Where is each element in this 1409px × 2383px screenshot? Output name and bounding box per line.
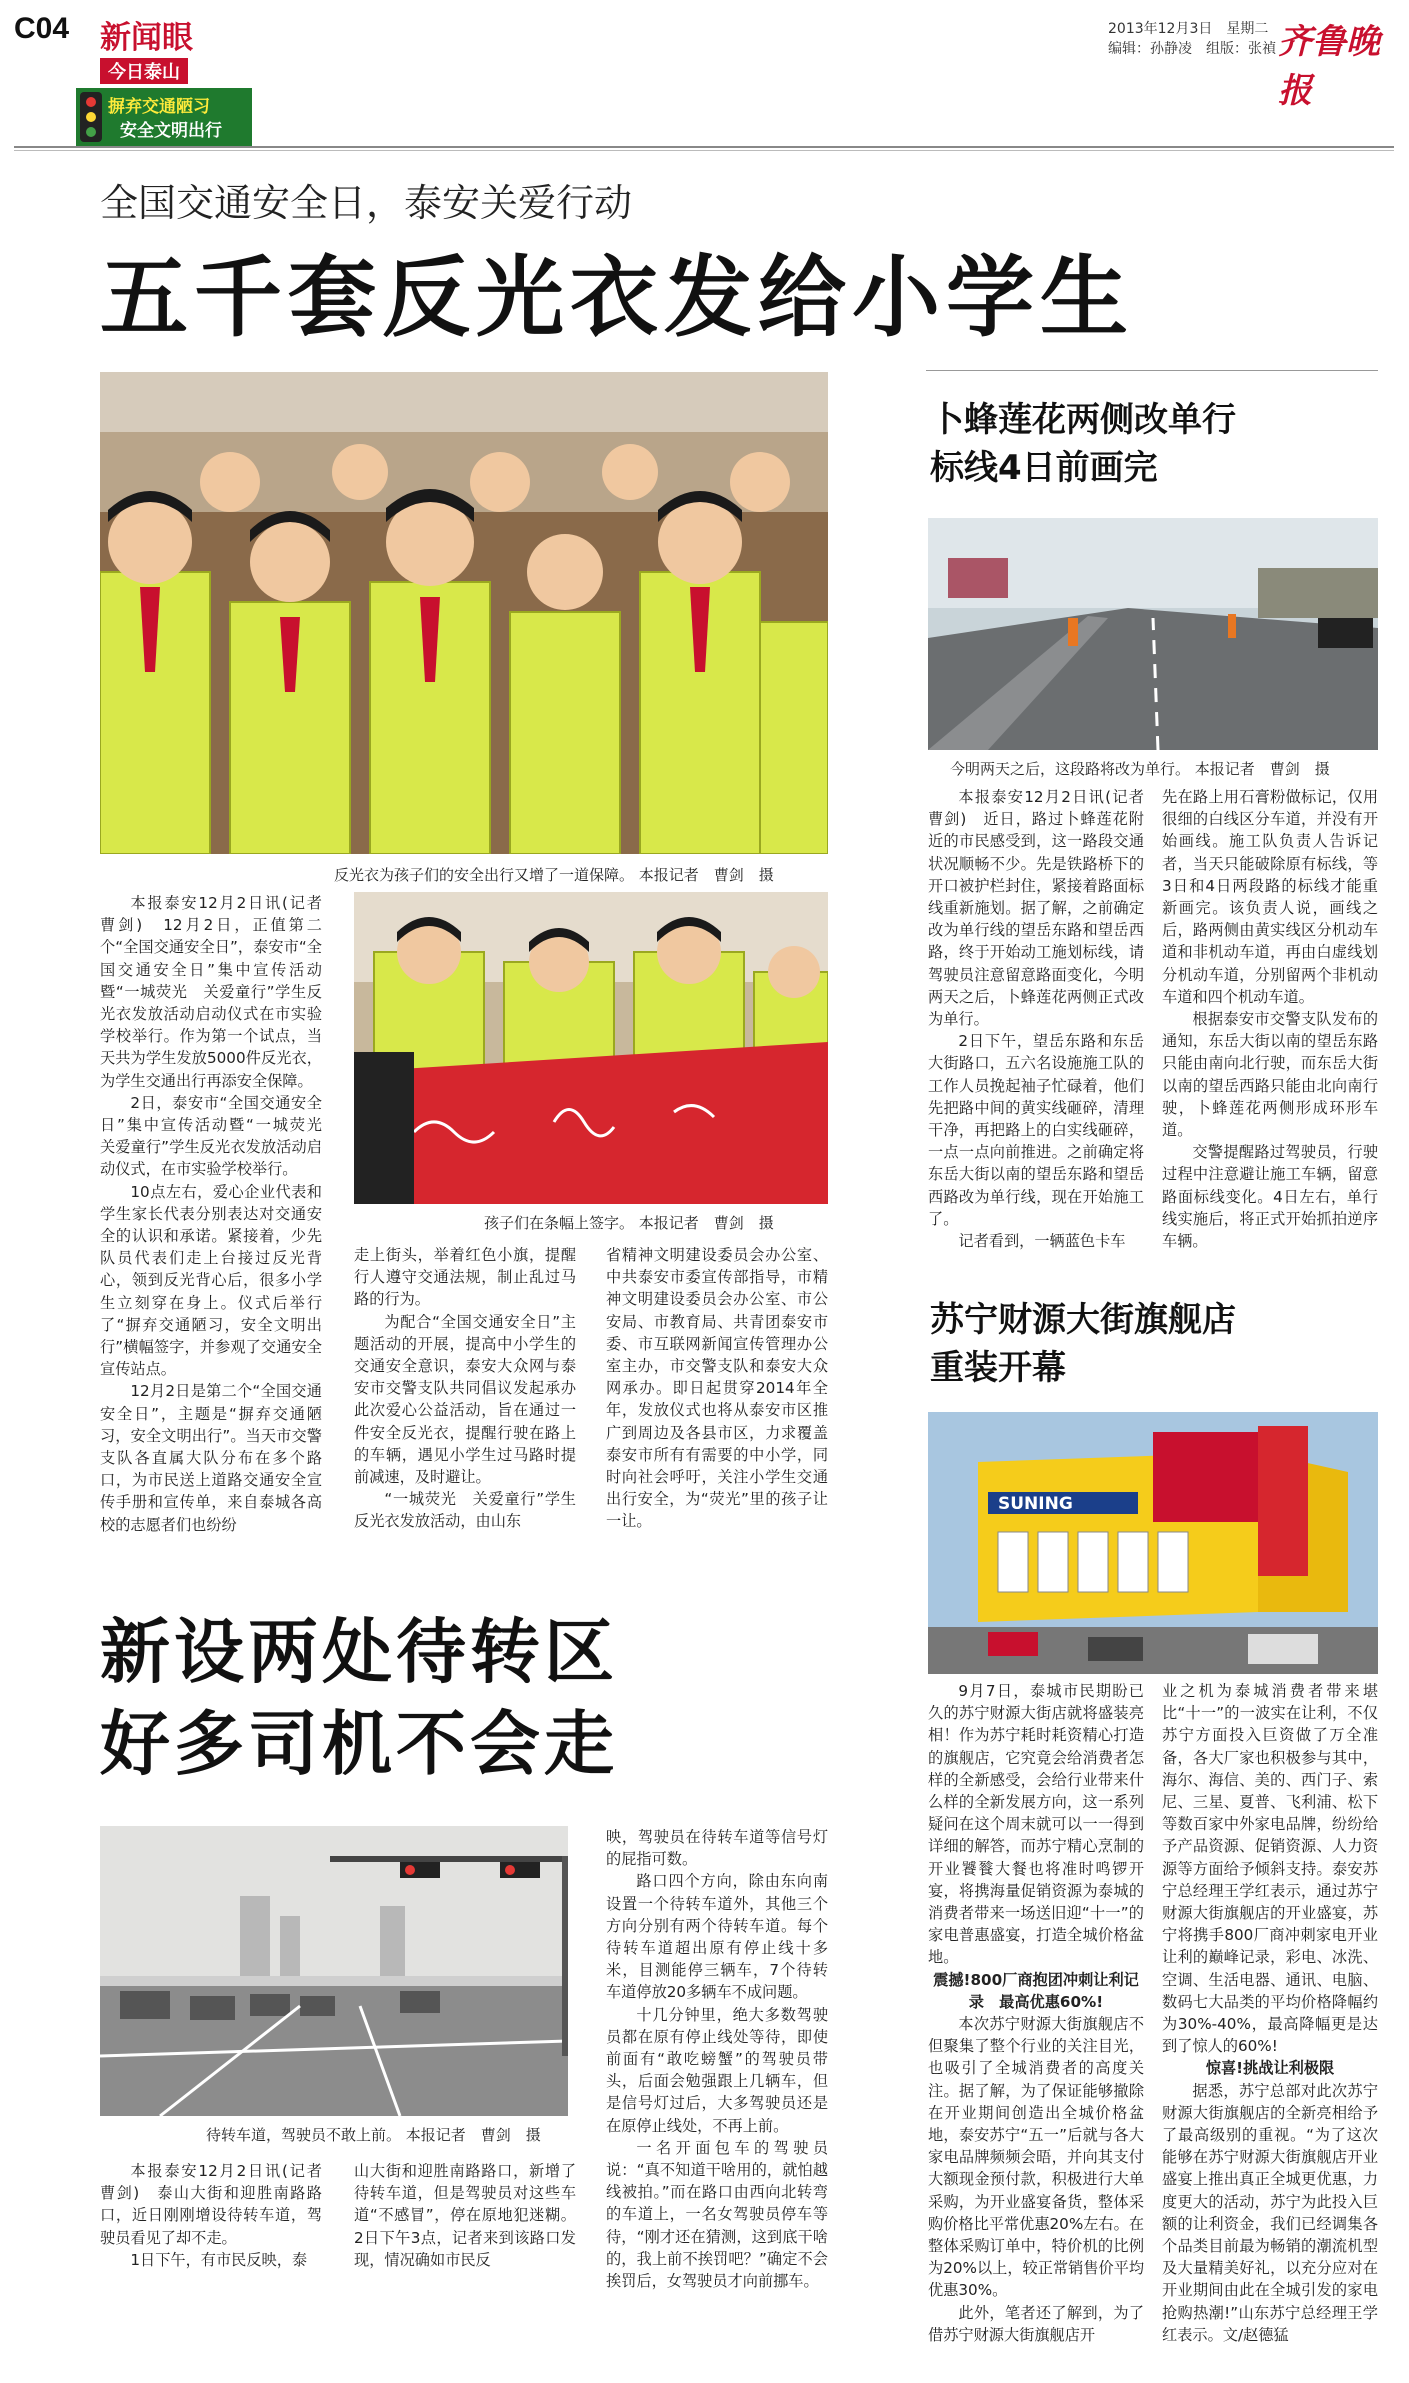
section-title: 新闻眼 — [100, 20, 193, 56]
bottom-col3-para: 十几分钟里，绝大多数驾驶员都在原有停止线处等待，即使前面有“敢吃螃蟹”的驾驶员带头，后面会勉强跟上几辆车，但是信号灯过后，大多驾驶员还是在原停止线处，不再上前。 — [606, 2005, 828, 2135]
students-signing-photo — [354, 892, 828, 1204]
side1-col1-para: 2日下午，望岳东路和东岳大街路口，五六名设施施工队的工作人员挽起袖子忙碌着，他们先把路中间的黄实线砸碎，清理干净，再把路上的白实线砸碎，一点一点向前推进。之前确定将东岳大街以南的望岳东路和望岳西路改为单行线，现在开始施工了。 — [928, 1032, 1144, 1228]
header-rule — [14, 146, 1394, 148]
svg-text:SUNING: SUNING — [998, 1494, 1073, 1514]
side2-subhead-1: 震撼!800厂商抱团冲刺让利记录 最高优惠60%! — [933, 1970, 1139, 2011]
side1-col2-para: 交警提醒路过驾驶员，行驶过程中注意避让施工车辆，留意路面标线变化。4日左右，单行线实施后，将正式开始抓拍逆序车辆。 — [1162, 1143, 1378, 1251]
main-column-3 — [606, 1244, 828, 1533]
bottom-headline-line1: 新设两处待转区 — [100, 1611, 618, 1693]
side1-caption: 今明两天之后，这段路将改为单行。 本报记者 曹剑 摄 — [950, 760, 1330, 778]
subsection-label: 今日泰山 — [100, 58, 188, 84]
side2-col2-para: 据悉，苏宁总部对此次苏宁财源大街旗舰店的全新亮相给予了最高级别的重视。“为了这次能够在苏宁财源大街旗舰店开业盛宴上推出真正全城更优惠，力度更大的活动，苏宁为此投入巨额的让利资金，我们已经调集各个品类目前最为畅销的潮流机型及大量精美好礼，以充分应对在开业期间由此在全城引发的家电抢购热潮!”山东苏宁总经理王学红表示。文/赵德猛 — [1162, 2081, 1378, 2344]
road-marking-photo — [928, 518, 1378, 750]
main-col1-para: 本报泰安12月2日讯(记者 曹剑) 12月2日，正值第二个“全国交通安全日”，泰安市“全国交通安全日”集中宣传活动暨“一城荧光 关爱童行”学生反光衣发放活动启动仪式在市实验学校举行。作为第一个试点，当天共为学生发放5000件反光衣，为学生交通出行再添安全保障。 — [100, 894, 338, 1090]
main-col2-para: 走上街头，举着红色小旗，提醒行人遵守交通法规，制止乱过马路的行为。 — [354, 1246, 576, 1309]
photo1-caption: 反光衣为孩子们的安全出行又增了一道保障。 本报记者 曹剑 摄 — [334, 866, 774, 884]
bottom-col2-para: 山大街和迎胜南路路口，新增了待转车道，但是驾驶员对这些车道“不感冒”，停在原地犯迷糊。2日下午3点，记者来到该路口发现，情况确如市民反 — [354, 2162, 576, 2269]
campaign-logo — [76, 88, 252, 146]
bottom-column-1 — [100, 2160, 338, 2271]
side2-title-line2: 重装开幕 — [930, 1348, 1066, 1388]
side2-title-line1: 苏宁财源大街旗舰店 — [930, 1300, 1236, 1340]
bottom-col3-para: 路口四个方向，除由东向南设置一个待转车道外，其他三个方向分别有两个待转车道。每个待转车道超出原有停止线十多米，目测能停三辆车，7个待转车道停放20多辆车不成问题。 — [606, 1872, 828, 2002]
bottom-headline-line2: 好多司机不会走 — [100, 1703, 618, 1785]
main-kicker: 全国交通安全日，泰安关爱行动 — [100, 181, 633, 225]
main-col1-para: 2日，泰安市“全国交通安全日”集中宣传活动暨“一城荧光 关爱童行”学生反光衣发放活动启动仪式，在市实验学校举行。 — [100, 1093, 338, 1179]
header-rule-thin — [14, 150, 1394, 151]
bottom-col3-para: 一名开面包车的驾驶员说：“真不知道干啥用的，就怕越线被拍。”而在路口由西向北转弯的车道上，一名女驾驶员停车等待，“刚才还在猜测，这到底干啥的，我上前不挨罚吧？”确定不会挨罚后，女驾驶员才向前挪车。 — [606, 2138, 828, 2291]
side1-col2-para: 根据泰安市交警支队发布的通知，东岳大街以南的望岳东路只能由南向北行驶，而东岳大街以南的望岳西路只能由北向南行驶，卜蜂莲花两侧形成环形车道。 — [1162, 1010, 1378, 1140]
masthead-logo: 齐鲁晚报 — [1278, 22, 1380, 111]
students-vests-photo — [100, 372, 828, 854]
page-number: C04 — [14, 12, 70, 45]
photo2-caption: 孩子们在条幅上签字。 本报记者 曹剑 摄 — [484, 1214, 774, 1232]
main-col3-para: 省精神文明建设委员会办公室、中共泰安市委宣传部指导，市精神文明建设委员会办公室、市公安局、市教育局、共青团泰安市委、市互联网新闻宣传管理办公室主办，市交警支队和泰安大众网承办。即日起贯穿2014年全年，发放仪式也将从泰安市区推广到周边及各县市区，力求覆盖泰安市所有有需要的中小学，同时向社会呼吁，关注小学生交通出行安全，为“荧光”里的孩子让一让。 — [606, 1246, 828, 1531]
side2-column-1 — [928, 1680, 1144, 2346]
editor-credit: 编辑：孙静凌 组版：张禎 — [1108, 41, 1276, 57]
issue-date: 2013年12月3日 星期二 — [1108, 21, 1269, 37]
side1-col1-para: 记者看到，一辆蓝色卡车 — [958, 1232, 1126, 1251]
bottom-col1-para: 本报泰安12月2日讯(记者 曹剑) 泰山大街和迎胜南路路口，近日刚刚增设待转车道，驾驶员看见了却不走。 — [100, 2162, 338, 2247]
side2-column-2 — [1162, 1680, 1378, 2346]
bottom-caption: 待转车道，驾驶员不敢上前。 本报记者 曹剑 摄 — [206, 2126, 541, 2144]
side2-subhead-2: 惊喜!挑战让利极限 — [1205, 2059, 1335, 2078]
bottom-column-2 — [354, 2160, 576, 2271]
logo-line2: 安全文明出行 — [120, 121, 222, 141]
side2-col2-para: 业之机为泰城消费者带来堪比“十一”的一波实在让利，不仅苏宁方面投入巨资做了万全准备，各大厂家也积极参与其中，海尔、海信、美的、西门子、索尼、三星、夏普、飞利浦、松下等数百家中外家电品牌，纷纷给予产品资源、促销资源、人力资源等方面给予倾斜支持。泰安苏宁总经理王学红表示，通过苏宁财源大街旗舰店的开业盛宴，苏宁将携手800厂商冲刺家电开业让利的巅峰记录，彩电、冰洗、空调、生活电器、通讯、电脑、数码七大品类的平均价格降幅约为30%-40%，最高降幅更是达到了惊人的60%! — [1162, 1682, 1378, 2056]
main-column-2 — [354, 1244, 576, 1533]
logo-line1: 摒弃交通陋习 — [108, 97, 210, 117]
side1-column-2 — [1162, 786, 1378, 1252]
side-rule — [926, 370, 1378, 371]
side1-title-line1: 卜蜂莲花两侧改单行 — [930, 400, 1236, 440]
main-col2-para: “一城荧光 关爱童行”学生反光衣发放活动，由山东 — [354, 1490, 576, 1531]
bottom-column-3 — [606, 1826, 828, 2292]
main-col1-para: 12月2日是第二个“全国交通安全日”，主题是“摒弃交通陋习，安全文明出行”。当天市交警支队各直属大队分布在多个路口，为市民送上道路交通安全宣传手册和宣传单，来自泰城各高校的志愿者们也纷纷 — [100, 1382, 322, 1534]
side2-col1-para: 9月7日，泰城市民期盼已久的苏宁财源大街店就将盛装亮相！作为苏宁耗时耗资精心打造的旗舰店，它究竟会给消费者怎样的全新感受，会给行业带来什么样的全新发展方向，这一系列疑问在这个周末就可以一一得到详细的解答，而苏宁精心烹制的开业饕餮大餐也将准时鸣锣开宴，将携海量促销资源为泰城的消费者带来一场送旧迎“十一”的家电普惠盛宴，打造全城价格盆地。 — [928, 1682, 1144, 1967]
bottom-col1-para: 1日下午，有市民反映，泰 — [130, 2250, 308, 2269]
side2-col1-para: 本次苏宁财源大街旗舰店不但聚集了整个行业的关注目光，也吸引了全城消费者的高度关注。据了解，为了保证能够撤除在开业期间创造出全城价格盆地，泰安苏宁“五一”后就与各大家电品牌频频会晤，并向其支付大额现金预付款，积极进行大单采购，为开业盛宴备货，整体采购价格比平常优惠20%左右。在整体采购订单中，特价机的比例为20%以上，较正常销售价平均优惠30%。 — [928, 2015, 1145, 2300]
suning-store-photo — [928, 1412, 1378, 1674]
side1-title-line2: 标线4日前画完 — [930, 448, 1158, 488]
side1-col2-para: 先在路上用石膏粉做标记，仅用很细的白线区分车道，并没有开始画线。施工队负责人告诉记者，当天只能破除原有标线，等3日和4日两段路的标线才能重新画完。该负责人说，画线之后，路两侧由黄实线区分机动车道和非机动车道，再由白虚线划分机动车道，分别留两个非机动车道和四个机动车道。 — [1162, 788, 1378, 1006]
side1-col1-para: 本报泰安12月2日讯(记者 曹剑) 近日，路过卜蜂莲花附近的市民感受到，这一路段交通状况顺畅不少。先是铁路桥下的开口被护栏封住，紧接着路面标线重新施划。据了解，之前确定改为单行线的望岳东路和望岳西路，终于开始动工施划标线，请驾驶员注意留意路面变化，今明两天之后，卜蜂莲花两侧正式改为单行。 — [928, 788, 1160, 1029]
main-headline: 五千套反光衣发给小学生 — [100, 246, 1135, 349]
side2-col1-para: 此外，笔者还了解到，为了借苏宁财源大街旗舰店开 — [928, 2303, 1144, 2344]
side1-column-1 — [928, 786, 1160, 1252]
main-column-1 — [100, 892, 338, 1536]
bottom-col3-para: 映，驾驶员在待转车道等信号灯的屁指可数。 — [606, 1828, 828, 1869]
waiting-lane-photo — [100, 1826, 568, 2116]
main-col1-para: 10点左右，爱心企业代表和学生家长代表分别表达对交通安全的认识和承诺。紧接着，少先队员代表们走上台接过反光背心，领到反光背心后，很多小学生立刻穿在身上。仪式后举行了“摒弃交通陋习，安全文明出行”横幅签字，并参观了交通安全宣传站点。 — [100, 1182, 322, 1379]
main-col2-para: 为配合“全国交通安全日”主题活动的开展，提高中小学生的交通安全意识，泰安大众网与泰安市交警支队共同倡议发起承办此次爱心公益活动，旨在通过一件安全反光衣，提醒行驶在路上的车辆，遇见小学生过马路时提前减速，及时避让。 — [354, 1312, 576, 1487]
